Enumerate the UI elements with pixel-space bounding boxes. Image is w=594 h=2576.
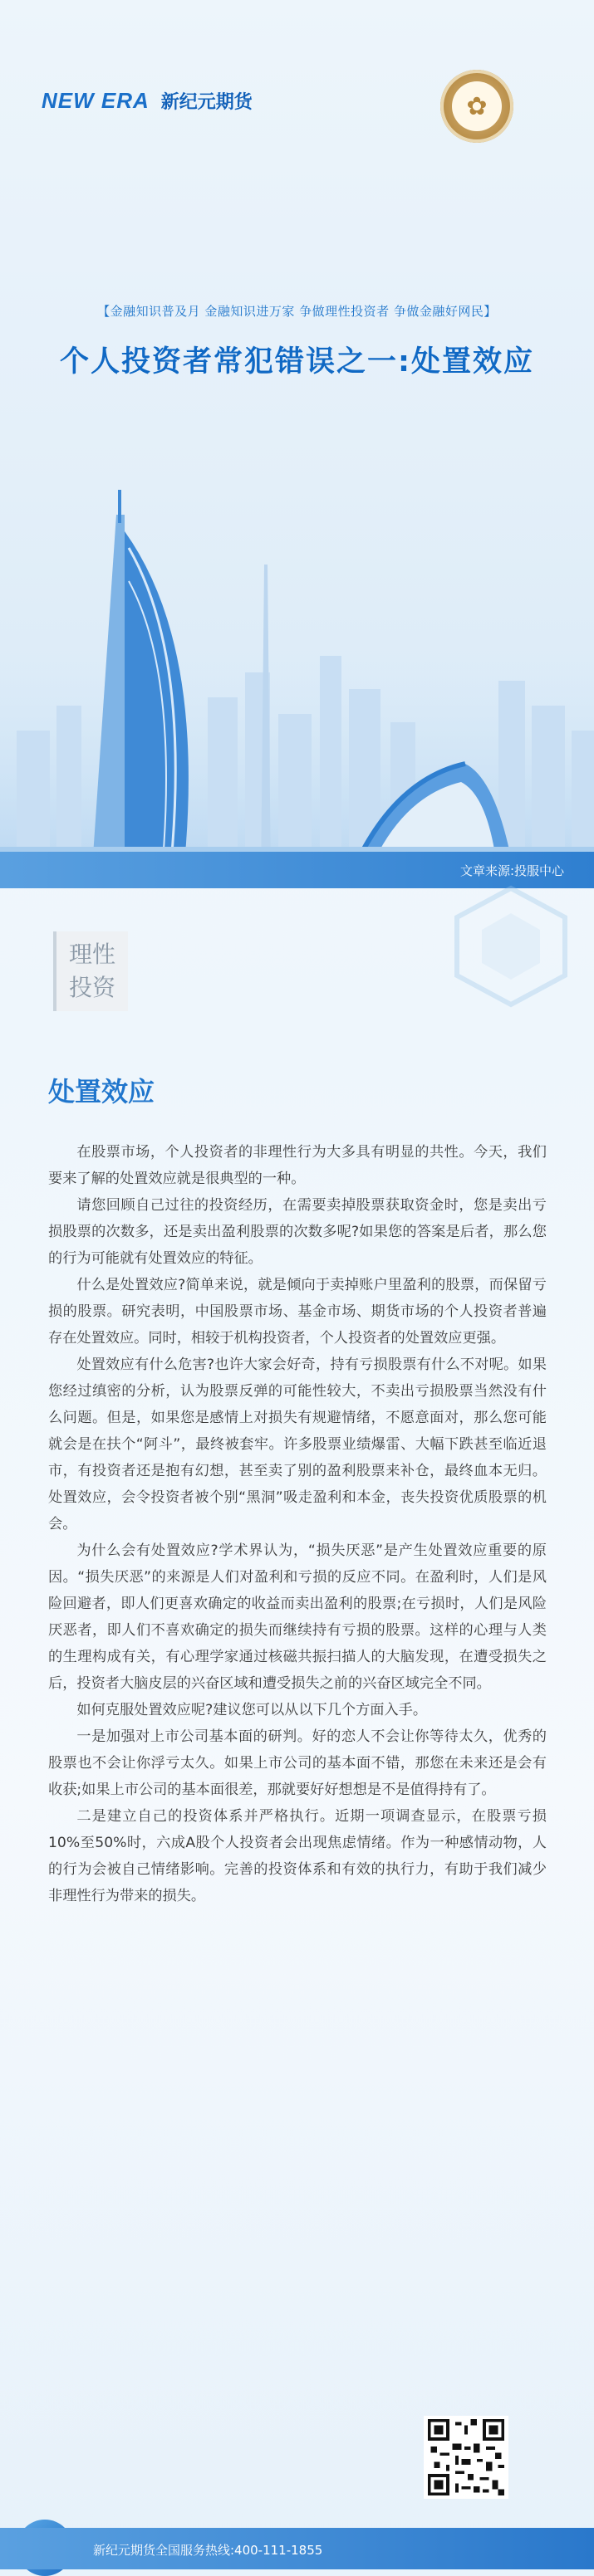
paragraph: 如何克服处置效应呢?建议您可以从以下几个方面入手。 — [76, 1702, 428, 1718]
cube-watermark-icon — [449, 880, 573, 1013]
slogan: 【金融知识普及月 金融知识进万家 争做理性投资者 争做金融好网民】 — [97, 304, 497, 319]
article-source: 文章来源:投服中心 — [459, 863, 564, 878]
paragraph: 处置效应有什么危害?也许大家会好奇，持有亏损股票有什么不对呢。如果您经过缜密的分析，认为股票反弹的可能性较大，不卖出亏损股票当然没有什么问题。但是，如果您是感情上对损失有规避情绪，不愿意面对，那么您可能就会是在扶个“阿斗”，最终被套牢。许多股票业绩爆雷、大幅下跌甚至临近退市，有投资者还是抱有幻想，甚至卖了别的盈利股票来补仓，最终血本无归。处置效应，会令投资者被个别“黑洞”吸走盈利和本金，丧失投资优质股票的机会。 — [48, 1356, 547, 1532]
paragraph: 一是加强对上市公司基本面的研判。好的恋人不会让你等待太久，优秀的股票也不会让你浮亏太久。如果上市公司的基本面不错，那您在未来还是会有收获;如果上市公司的基本面很差，那就要好好想想是不是值得持有了。 — [48, 1728, 547, 1798]
city-skyline-illustration — [0, 481, 594, 880]
qr-code-icon[interactable] — [424, 2416, 508, 2499]
article-body — [48, 1139, 547, 1909]
logo-text: 新纪元期货 — [160, 92, 253, 113]
header-banner — [0, 0, 594, 888]
section-title: 处置效应 — [48, 1076, 155, 1107]
paragraph: 什么是处置效应?简单来说，就是倾向于卖掉账户里盈利的股票，而保留亏损的股票。研究表明，中国股票市场、基金市场、期货市场的个人投资者普遍存在处置效应。同时，相较于机构投资者，个人投资者的处置效应更强。 — [48, 1277, 547, 1347]
service-hotline[interactable]: 新纪元期货全国服务热线:400-111-1855 — [93, 2543, 323, 2558]
tag-line-1: 理性 — [68, 941, 115, 968]
rational-investment-tag — [53, 931, 128, 1011]
logo-mark: NEW ERA — [42, 88, 150, 113]
tag-line-2: 投资 — [68, 974, 115, 1001]
company-logo[interactable] — [42, 88, 253, 114]
paragraph: 为什么会有处置效应?学术界认为，“损失厌恶”是产生处置效应重要的原因。“损失厌恶”的来源是人们对盈利和亏损的反应不同。在盈利时，人们是风险回避者，即人们更喜欢确定的收益而卖出盈利的股票;在亏损时，人们是风险厌恶者，即人们不喜欢确定的损失而继续持有亏损的股票。这样的心理与人类的生理构成有关，有心理学家通过核磁共振扫描人的大脑发现，在遭受损失之后，投资者大脑皮层的兴奋区域和遭受损失之前的兴奋区域完全不同。 — [48, 1542, 547, 1692]
page-title: 个人投资者常犯错误之一:处置效应 — [60, 345, 534, 379]
footer-bar — [0, 2528, 594, 2569]
paragraph: 在股票市场，个人投资者的非理性行为大多具有明显的共性。今天，我们要来了解的处置效应就是很典型的一种。 — [48, 1144, 547, 1187]
finance-month-badge-icon: ✿ — [440, 70, 513, 143]
paragraph: 请您回顾自己过往的投资经历，在需要卖掉股票获取资金时，您是卖出亏损股票的次数多，还是卖出盈利股票的次数多呢?如果您的答案是后者，那么您的行为可能就有处置效应的特征。 — [48, 1197, 547, 1267]
paragraph: 二是建立自己的投资体系并严格执行。近期一项调查显示，在股票亏损10%至50%时，六成A股个人投资者会出现焦虑情绪。作为一种感情动物，人的行为会被自己情绪影响。完善的投资体系和有效的执行力，有助于我们减少非理性行为带来的损失。 — [48, 1808, 547, 1904]
